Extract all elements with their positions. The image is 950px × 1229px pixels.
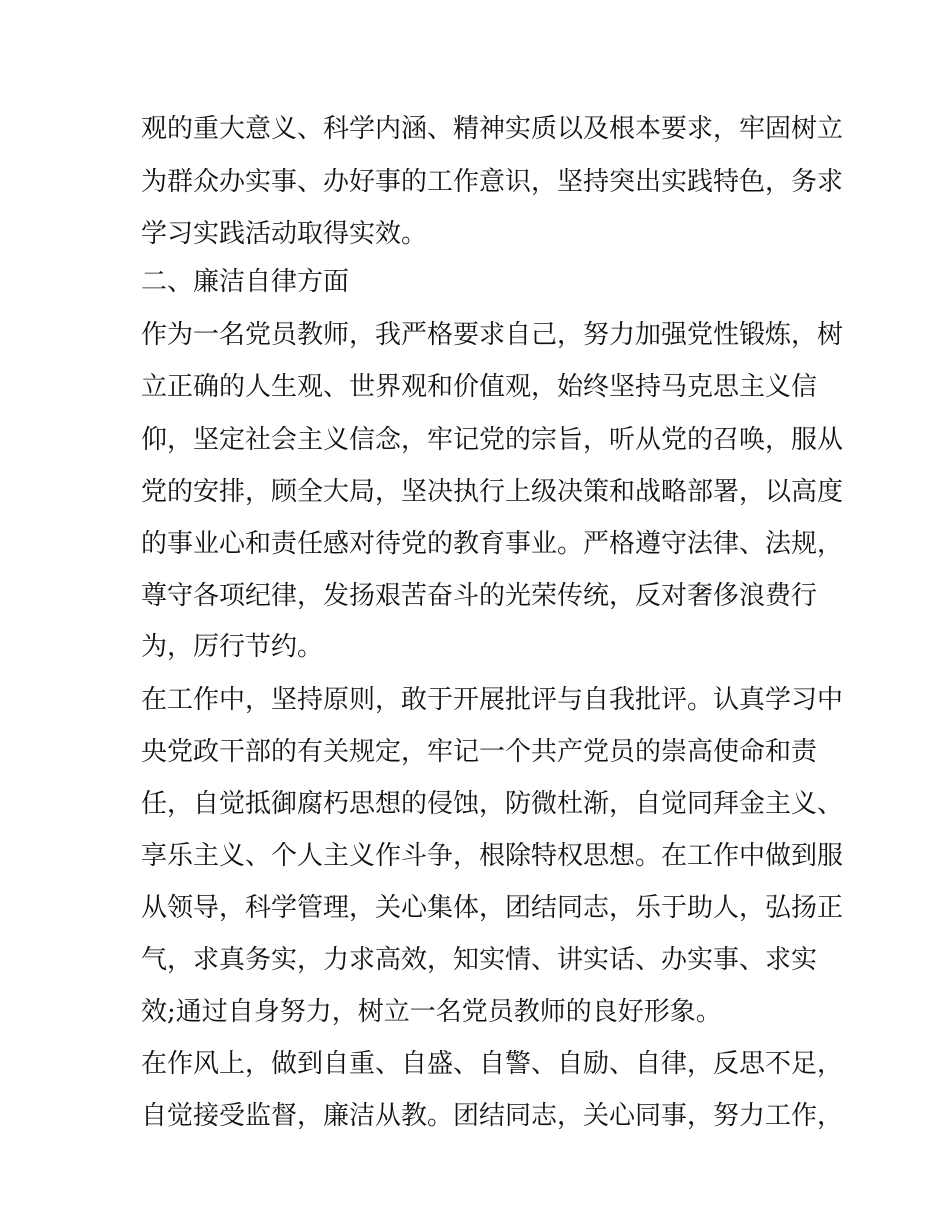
text-line: 学习实践活动取得实效。 (141, 219, 428, 249)
text-line: 立正确的人生观、世界观和价值观，始终坚持马克思主义信 (141, 372, 818, 402)
text-line: 观的重大意义、科学内涵、精神实质以及根本要求，牢固树立 (141, 114, 844, 144)
text-line: 的事业心和责任感对待党的教育事业。严格遵守法律、法规， (141, 529, 844, 559)
section-heading: 二、廉洁自律方面 (141, 267, 350, 297)
text-line: 效;通过自身努力，树立一名党员教师的良好形象。 (141, 997, 722, 1027)
text-line: 为，厉行节约。 (141, 632, 324, 662)
text-line: 作为一名党员教师，我严格要求自己，努力加强党性锻炼，树 (141, 320, 844, 350)
text-line: 为群众办实事、办好事的工作意识，坚持突出实践特色，务求 (141, 167, 844, 197)
text-line: 气，求真务实，力求高效，知实情、讲实话、办实事、求实 (141, 945, 818, 975)
text-line: 自觉接受监督，廉洁从教。团结同志，关心同事，努力工作， (141, 1101, 844, 1131)
text-line: 从领导，科学管理，关心集体，团结同志，乐于助人，弘扬正 (141, 893, 844, 923)
text-line: 享乐主义、个人主义作斗争，根除特权思想。在工作中做到服 (141, 841, 844, 871)
text-line: 央党政干部的有关规定，牢记一个共产党员的崇高使命和责 (141, 737, 818, 767)
text-line: 党的安排，顾全大局，坚决执行上级决策和战略部署，以高度 (141, 477, 844, 507)
text-line: 在作风上，做到自重、自盛、自警、自励、自律，反思不足， (141, 1049, 844, 1079)
text-line: 在工作中，坚持原则，敢于开展批评与自我批评。认真学习中 (141, 685, 844, 715)
text-line: 任，自觉抵御腐朽思想的侵蚀，防微杜渐，自觉同拜金主义、 (141, 789, 844, 819)
text-line: 尊守各项纪律，发扬艰苦奋斗的光荣传统，反对奢侈浪费行 (141, 581, 818, 611)
text-line: 仰，坚定社会主义信念，牢记党的宗旨，听从党的召唤，服从 (141, 425, 844, 455)
